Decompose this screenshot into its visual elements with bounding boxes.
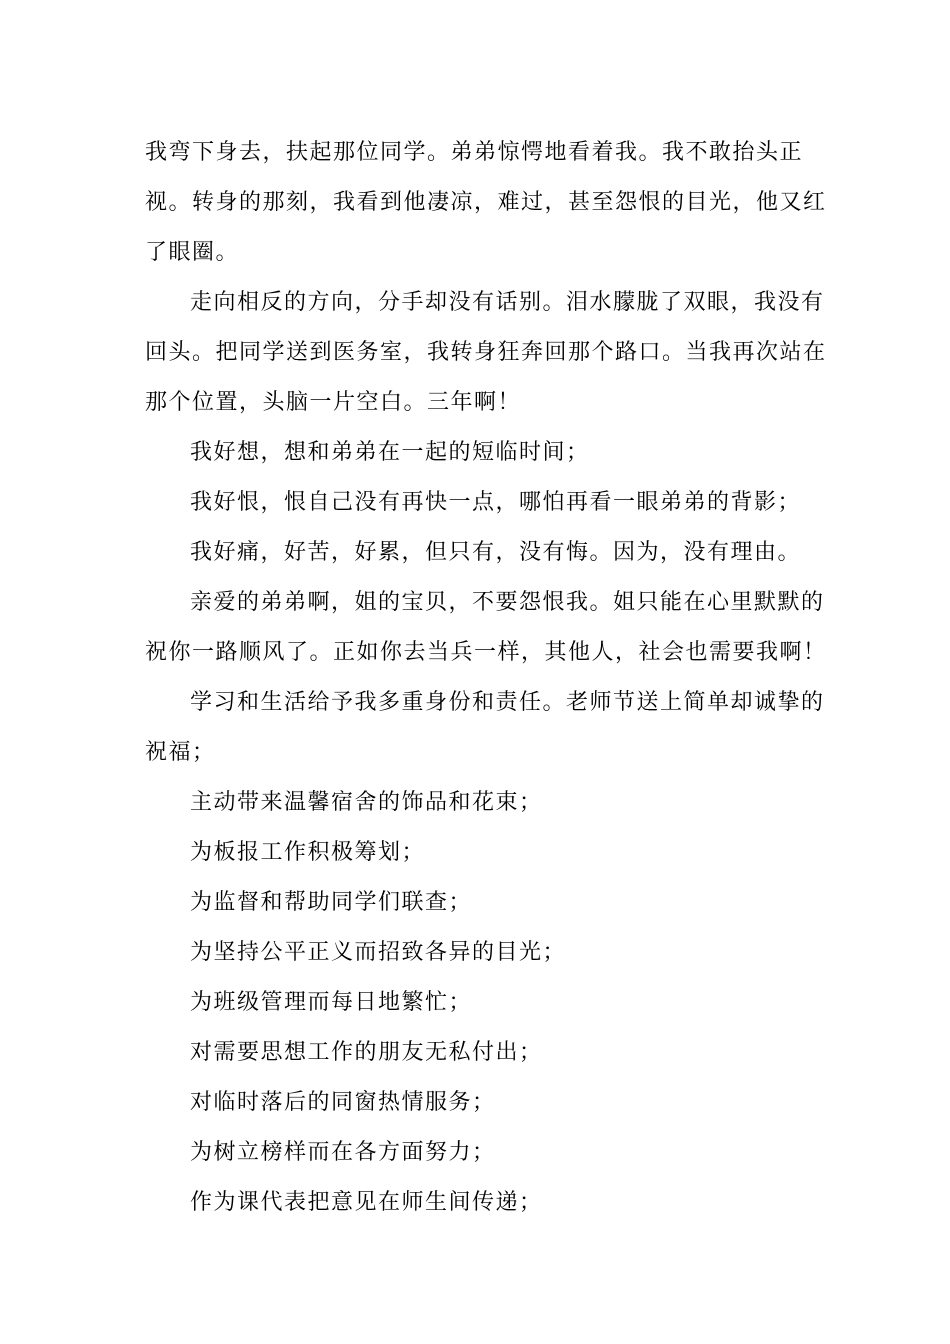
paragraph: 为班级管理而每日地繁忙； [190,990,473,1015]
document-body [145,128,835,1228]
paragraph: 作为课代表把意见在师生间传递； [190,1190,543,1215]
paragraph: 为坚持公平正义而招致各异的目光； [190,940,567,965]
paragraph: 为监督和帮助同学们联查； [190,890,473,915]
paragraph: 亲爱的弟弟啊，姐的宝贝，不要怨恨我。姐只能在心里默默的祝你一路顺风了。正如你去当兵一样，其他人，社会也需要我啊！ [145,590,827,665]
paragraph: 学习和生活给予我多重身份和责任。老师节送上简单却诚挚的祝福； [145,690,825,765]
paragraph: 走向相反的方向，分手却没有话别。泪水朦胧了双眼，我没有回头。把同学送到医务室，我转身狂奔回那个路口。当我再次站在那个位置，头脑一片空白。三年啊！ [145,290,827,415]
paragraph: 对需要思想工作的朋友无私付出； [190,1040,543,1065]
paragraph: 我好恨，恨自己没有再快一点，哪怕再看一眼弟弟的背影； [190,490,802,515]
paragraph: 为板报工作积极筹划； [190,840,426,865]
paragraph: 对临时落后的同窗热情服务； [190,1090,496,1115]
paragraph: 我好想，想和弟弟在一起的短临时间； [190,440,590,465]
paragraph: 我弯下身去，扶起那位同学。弟弟惊愕地看着我。我不敢抬头正视。转身的那刻，我看到他凄凉，难过，甚至怨恨的目光，他又红了眼圈。 [145,140,827,265]
paragraph: 我好痛，好苦，好累，但只有，没有悔。因为，没有理由。 [190,540,802,565]
paragraph: 主动带来温馨宿舍的饰品和花束； [190,790,543,815]
paragraph: 为树立榜样而在各方面努力； [190,1140,496,1165]
